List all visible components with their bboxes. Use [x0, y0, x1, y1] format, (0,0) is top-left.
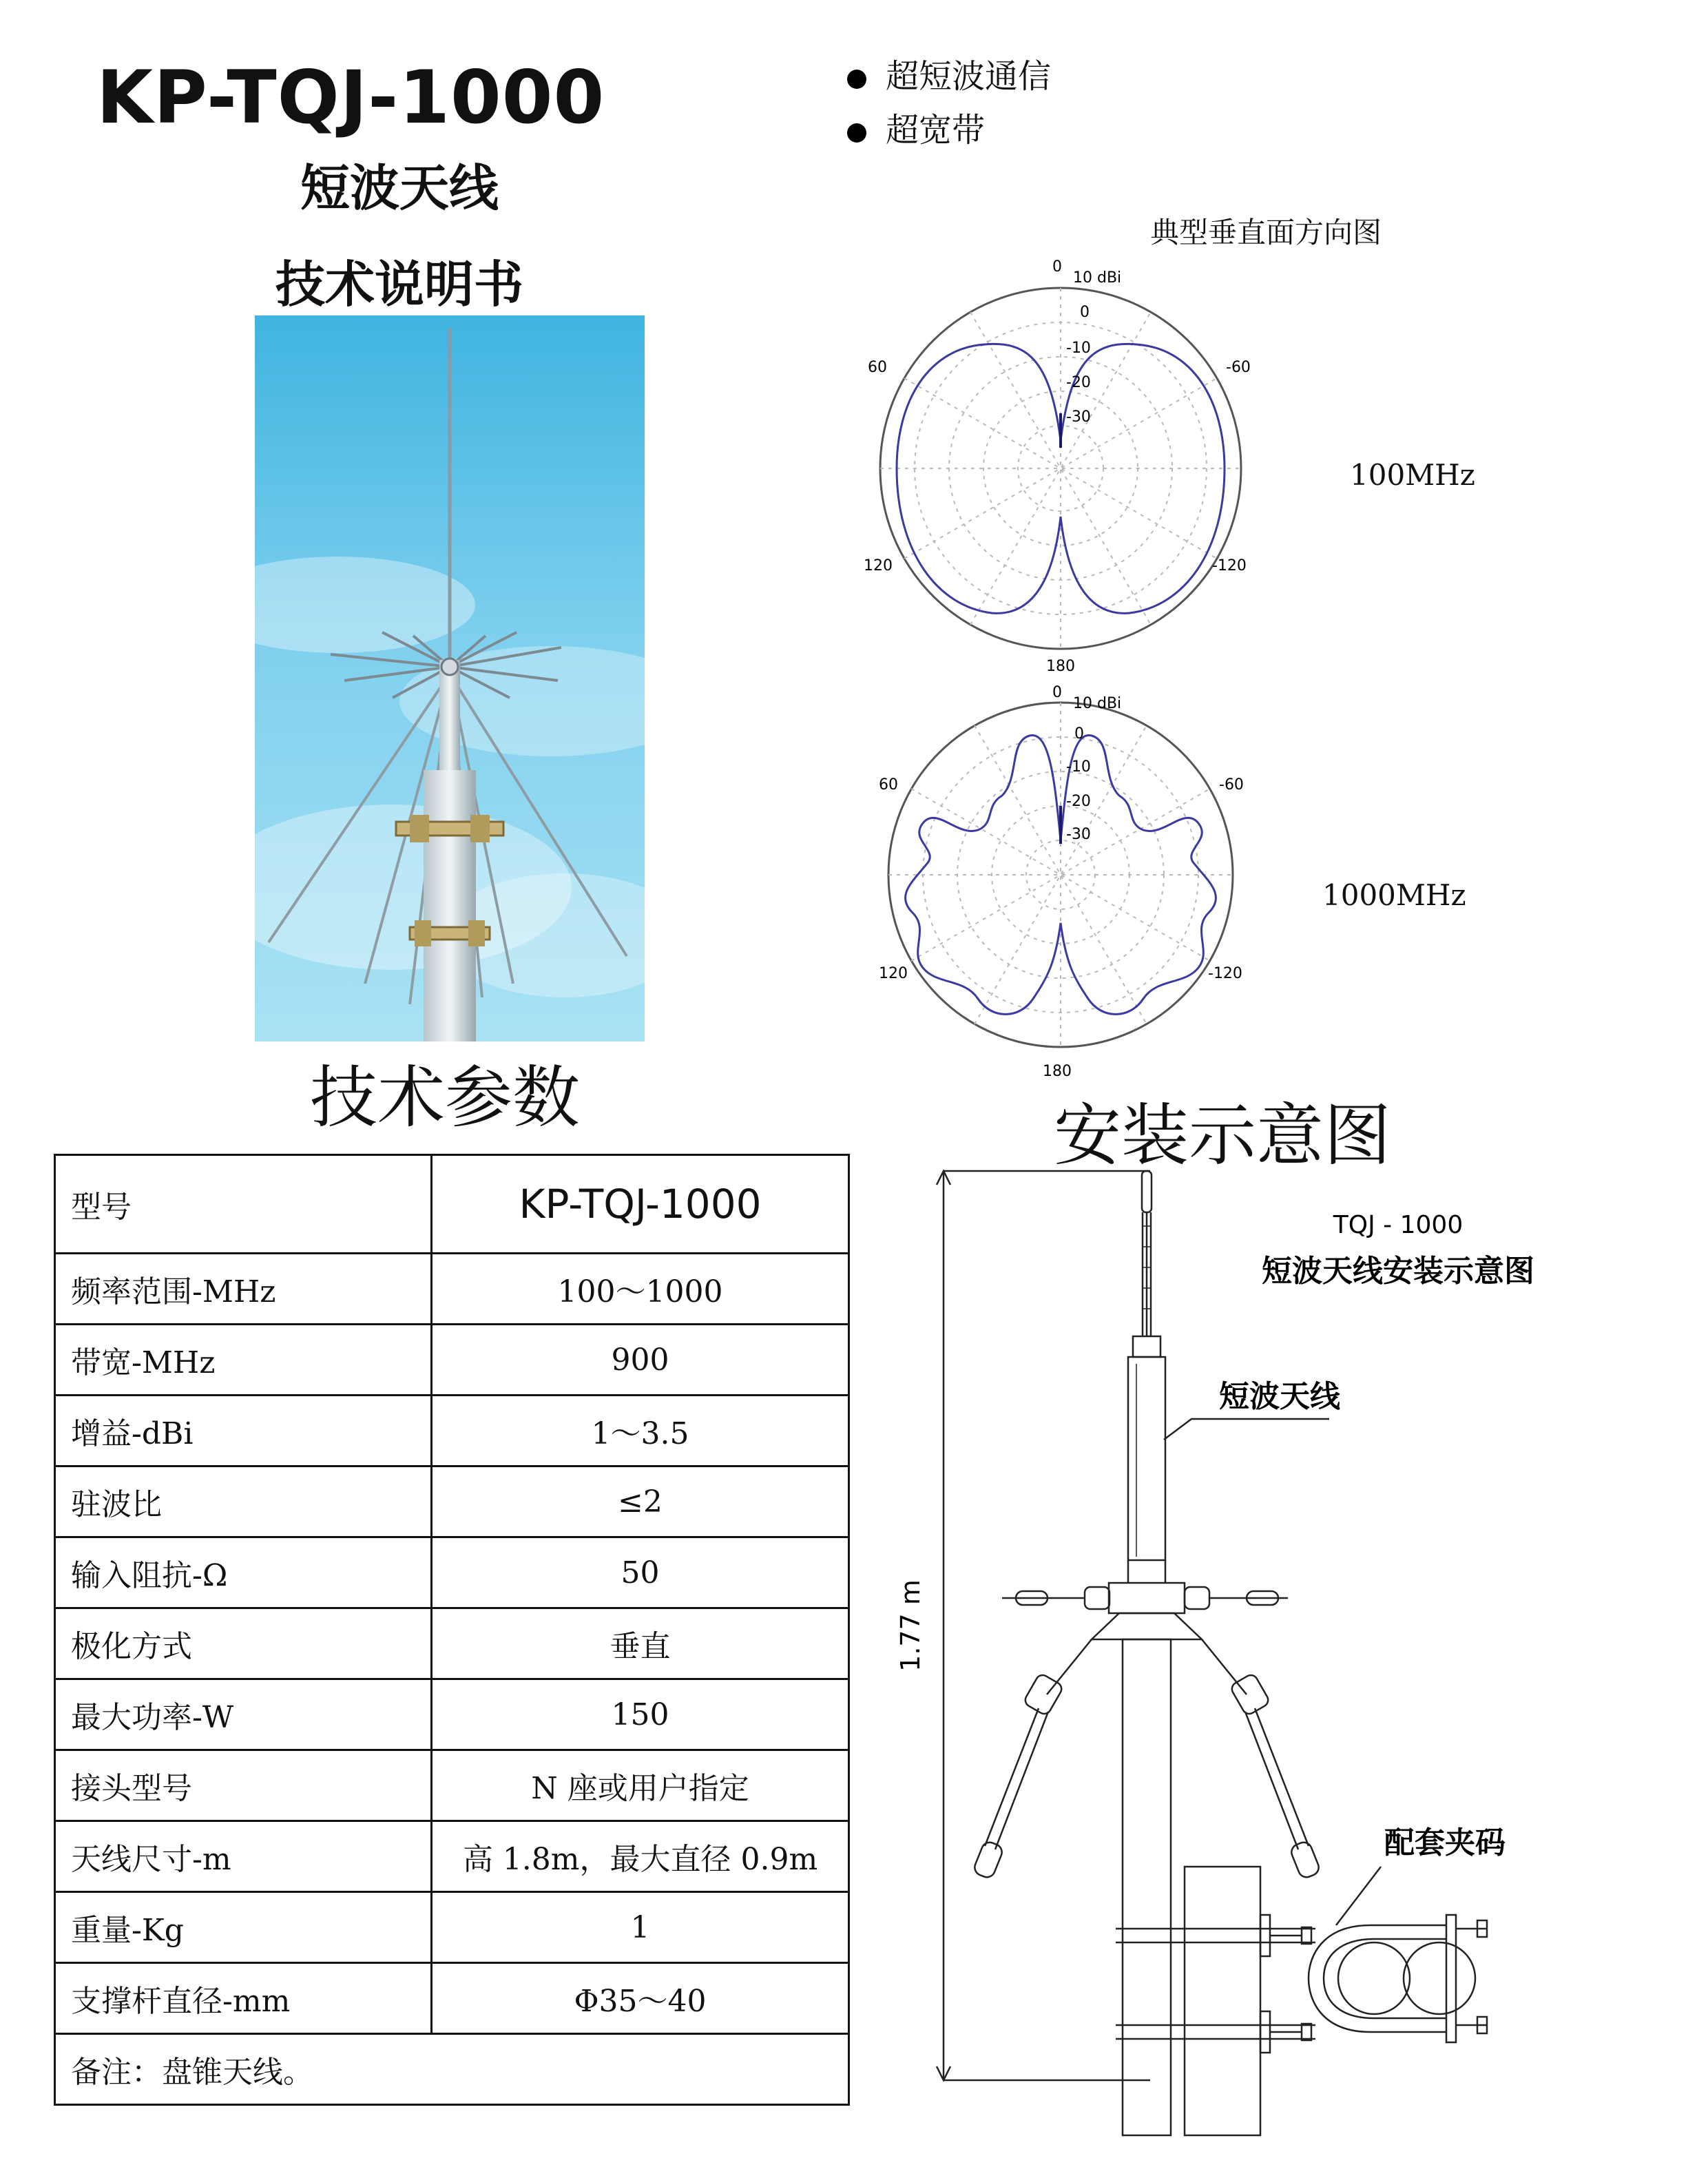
unit-label: 10 dBi: [1073, 695, 1122, 712]
clamp-detail: [1309, 1867, 1488, 2042]
spec-key: 最大功率-W: [55, 1679, 432, 1750]
polar-chart-1000mhz: [854, 675, 1281, 1088]
spec-key: 天线尺寸-m: [55, 1821, 432, 1892]
ring-label: 0: [1074, 725, 1084, 743]
table-row: [55, 1396, 849, 1466]
angle-label: -120: [1208, 965, 1242, 982]
ring-label: -30: [1066, 408, 1091, 426]
radiation-title: 典型垂直面方向图: [1150, 216, 1382, 249]
spec-value: 高 1.8m，最大直径 0.9m: [432, 1821, 849, 1892]
bullet-icon: [847, 70, 866, 89]
install-diagram: [888, 1157, 1577, 2149]
ring-label: -30: [1066, 826, 1091, 843]
spec-value: KP-TQJ-1000: [432, 1155, 849, 1254]
spec-value: 垂直: [432, 1608, 849, 1679]
angle-label: 120: [864, 557, 893, 574]
bullet-icon: [847, 123, 866, 143]
spec-key: 极化方式: [55, 1608, 432, 1679]
table-row: [55, 1155, 849, 1254]
unit-label: 10 dBi: [1073, 269, 1122, 287]
height-label: 1.77 m: [895, 1579, 926, 1672]
table-row: [55, 1892, 849, 1963]
angle-label: -60: [1226, 359, 1251, 376]
spec-value: 100～1000: [432, 1254, 849, 1325]
spec-value: Φ35～40: [432, 1963, 849, 2034]
feature-item: [847, 50, 1051, 97]
angle-label: 180: [1043, 1063, 1072, 1080]
spec-note: 备注：盘锥天线。: [55, 2034, 849, 2105]
table-row: [55, 1608, 849, 1679]
feature-item: [847, 103, 985, 151]
angle-label: 60: [879, 776, 898, 794]
ring-label: -10: [1066, 340, 1091, 357]
spec-key: 驻波比: [55, 1466, 432, 1537]
product-subtitle: 短波天线: [300, 159, 499, 217]
spec-key: 频率范围-MHz: [55, 1254, 432, 1325]
chart-frequency-label: 100MHz: [1350, 458, 1475, 492]
angle-label: 120: [879, 965, 908, 982]
spec-table: [54, 1154, 850, 2106]
spec-key: 支撑杆直径-mm: [55, 1963, 432, 2034]
specs-title: 技术参数: [310, 1059, 581, 1137]
spec-value: 900: [432, 1325, 849, 1396]
angle-label: 0: [1052, 684, 1062, 701]
feature-text: 超宽带: [886, 111, 986, 149]
ring-label: -10: [1066, 758, 1091, 776]
table-row: [55, 1325, 849, 1396]
spec-value: ≤2: [432, 1466, 849, 1537]
product-photo: [255, 315, 645, 1041]
spec-key: 型号: [55, 1155, 432, 1254]
table-row: [55, 1679, 849, 1750]
table-row: [55, 1963, 849, 2034]
table-row: [55, 1466, 849, 1537]
feature-text: 超短波通信: [886, 57, 1052, 96]
angle-label: 180: [1046, 658, 1075, 675]
antenna-label: 短波天线: [1219, 1379, 1340, 1414]
install-title: 安装示意图: [1054, 1097, 1392, 1175]
angle-label: 60: [868, 359, 887, 376]
table-row: [55, 1537, 849, 1608]
spec-value: 1: [432, 1892, 849, 1963]
grid-ring: [1026, 840, 1095, 909]
clamp-label: 配套夹码: [1384, 1825, 1506, 1860]
spec-value: N 座或用户指定: [432, 1750, 849, 1821]
spec-value: 1～3.5: [432, 1396, 849, 1466]
spec-key: 增益-dBi: [55, 1396, 432, 1466]
document-type: 技术说明书: [275, 256, 523, 313]
ring-label: -20: [1066, 793, 1091, 810]
spec-value: 50: [432, 1537, 849, 1608]
table-row: [55, 1821, 849, 1892]
ring-label: -20: [1066, 374, 1091, 391]
angle-label: -60: [1219, 776, 1244, 794]
spec-value: 150: [432, 1679, 849, 1750]
table-row: [55, 1750, 849, 1821]
drawing-title: 短波天线安装示意图: [1262, 1254, 1534, 1289]
drawing-model: TQJ - 1000: [1333, 1211, 1464, 1239]
ring-label: 0: [1080, 304, 1090, 321]
chart-frequency-label: 1000MHz: [1322, 878, 1466, 912]
table-row: [55, 2034, 849, 2105]
spec-key: 输入阻抗-Ω: [55, 1537, 432, 1608]
spec-key: 带宽-MHz: [55, 1325, 432, 1396]
polar-chart-100mhz: [854, 255, 1281, 682]
table-row: [55, 1254, 849, 1325]
spec-key: 重量-Kg: [55, 1892, 432, 1963]
angle-label: 0: [1052, 258, 1062, 276]
product-model: KP-TQJ-1000: [96, 55, 605, 140]
spec-key: 接头型号: [55, 1750, 432, 1821]
angle-label: -120: [1212, 557, 1247, 574]
